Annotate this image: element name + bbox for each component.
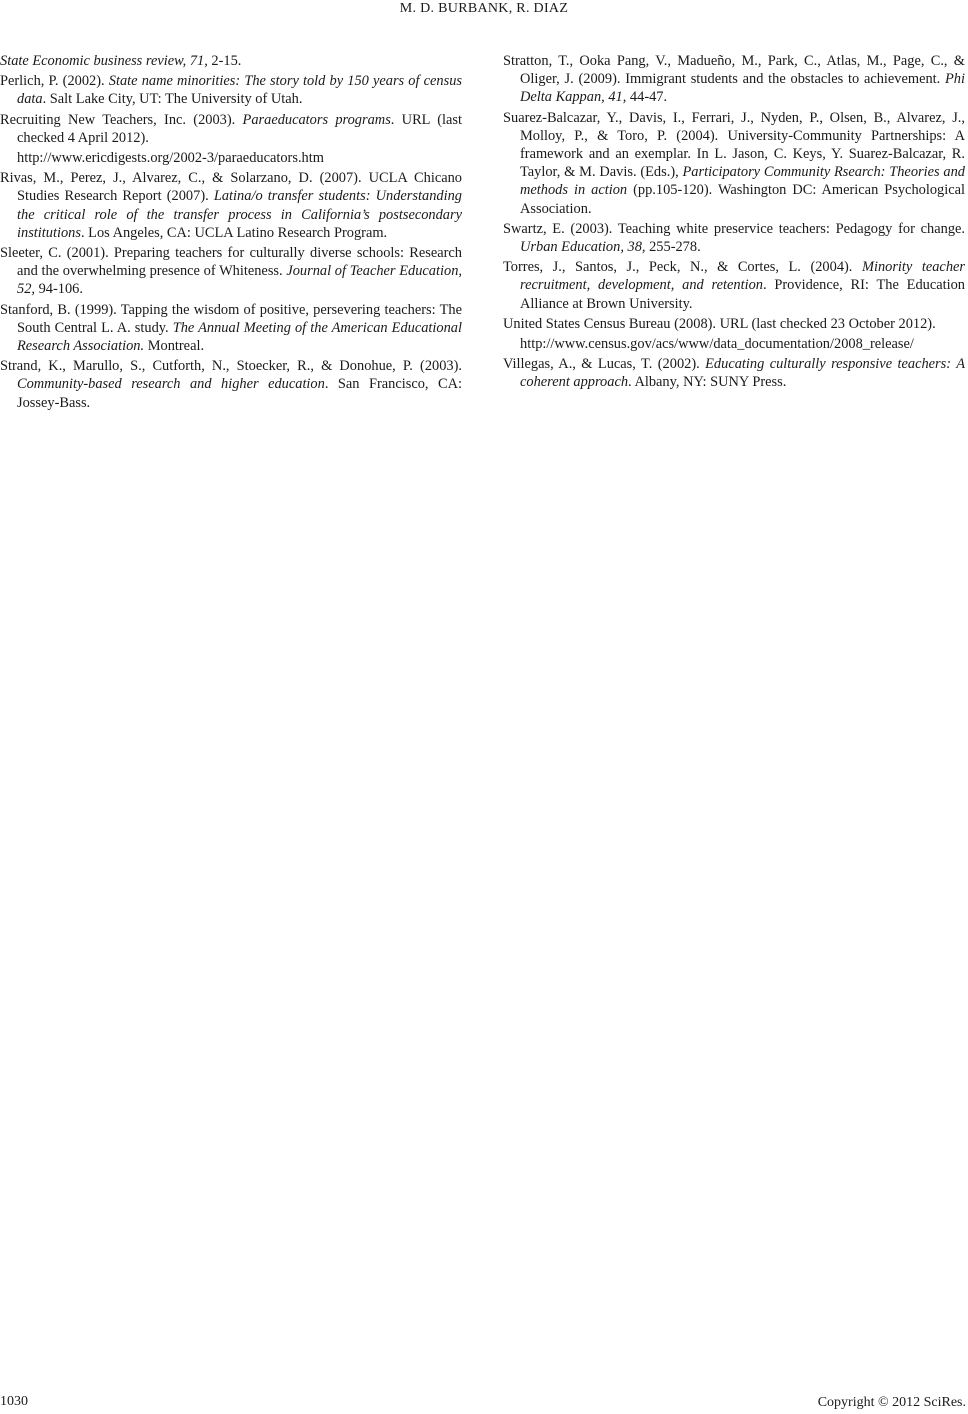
reference-title-italic: The Annual Meeting of the American Educational Research Association. <box>17 319 462 355</box>
reference-entry <box>0 111 462 168</box>
reference-entry <box>0 72 462 108</box>
reference-text: Suarez-Balcazar, Y., Davis, I., Ferrari, J., Nyden, P., Olsen, B., Alvarez, J., Molloy, P., & Toro, P. (2004). University-Community Partnerships: A framework and an exemplar. In L. Jason, C. Keys, Y. Suarez-Balcazar, R. Taylor, & M. Davis. (Eds.), <box>503 109 965 181</box>
reference-title-italic: Participatory Community Rsearch: Theories and methods in action <box>520 164 965 199</box>
reference-text: Stratton, T., Ooka Pang, V., Madueño, M., Park, C., Atlas, M., Page, C., & Oliger, J. (2009). Immigrant students and the obstacles to achievement. <box>503 53 965 88</box>
reference-entry <box>503 220 965 256</box>
reference-title-italic: State name minorities: The story told by 150 years of census data <box>17 73 463 108</box>
reference-entry <box>0 52 462 70</box>
reference-title-italic: Latina/o transfer students: Understanding the critical role of the transfer process in California’s postsecondary institutions <box>17 188 462 241</box>
reference-text: Sleeter, C. (2001). Preparing teachers for culturally diverse schools: Research and the overwhelming presence of Whiteness. <box>0 245 462 280</box>
reference-entry <box>503 52 965 107</box>
reference-title-italic: Paraeducators programs <box>242 111 391 128</box>
references-left-column <box>0 52 462 414</box>
running-header: M. D. BURBANK, R. DIAZ <box>399 1 569 16</box>
reference-title-italic: Phi Delta Kappan, 41, <box>520 71 965 106</box>
reference-text: United States Census Bureau (2008). URL (last checked 23 October 2012). <box>503 315 936 332</box>
reference-text: Stanford, B. (1999). Tapping the wisdom of positive, persevering teachers: The South Central L. A. study. <box>0 301 462 336</box>
reference-text: 44-47. <box>626 89 668 106</box>
reference-text: . San Francisco, CA: Jossey-Bass. <box>17 376 462 411</box>
reference-text: . Albany, NY: SUNY Press. <box>628 374 787 391</box>
reference-text: Swartz, E. (2003). Teaching white preservice teachers: Pedagogy for change. <box>503 220 965 237</box>
reference-entry <box>503 355 965 391</box>
reference-text: Torres, J., Santos, J., Peck, N., & Cortes, L. (2004). <box>503 259 862 276</box>
reference-url: http://www.ericdigests.org/2002-3/paraeducators.htm <box>17 150 324 167</box>
reference-text: 2-15. <box>207 53 242 69</box>
reference-text: 255-278. <box>645 239 701 256</box>
reference-entry <box>0 244 462 299</box>
reference-text: Perlich, P. (2002). <box>0 73 109 90</box>
reference-text: . Salt Lake City, UT: The University of Utah. <box>42 91 303 108</box>
page-number: 1030 <box>0 1394 28 1409</box>
reference-entry <box>503 109 965 218</box>
reference-text: (pp.105-120). Washington DC: American Psychological Association. <box>520 182 965 217</box>
reference-text: Villegas, A., & Lucas, T. (2002). <box>503 356 706 373</box>
reference-entry <box>0 357 462 412</box>
reference-title-italic: State Economic business review, 71, <box>0 53 208 69</box>
reference-text: Montreal. <box>144 338 205 355</box>
reference-entry <box>0 169 462 242</box>
references-right-column <box>503 52 965 394</box>
reference-url: http://www.census.gov/acs/www/data_documentation/2008_release/ <box>520 336 914 353</box>
reference-entry <box>503 315 965 353</box>
reference-entry <box>0 301 462 356</box>
reference-text: . URL (last checked 4 April 2012). <box>17 111 462 146</box>
reference-title-italic: Journal of Teacher Education, 52, <box>17 263 462 298</box>
reference-title-italic: Educating culturally responsive teachers: A coherent approach <box>520 356 965 391</box>
reference-text: Recruiting New Teachers, Inc. (2003). <box>0 111 243 128</box>
reference-text: 94-106. <box>35 281 83 298</box>
reference-text: Rivas, M., Perez, J., Alvarez, C., & Solarzano, D. (2007). UCLA Chicano Studies Research Report (2007). <box>0 170 462 205</box>
copyright-notice: Copyright © 2012 SciRes. <box>817 1395 966 1410</box>
reference-text: . Providence, RI: The Education Alliance at Brown University. <box>520 277 965 312</box>
reference-text: Strand, K., Marullo, S., Cutforth, N., Stoecker, R., & Donohue, P. (2003). <box>0 358 462 375</box>
reference-title-italic: Minority teacher recruitment, development, and retention <box>520 259 965 294</box>
reference-text: . Los Angeles, CA: UCLA Latino Research Program. <box>80 224 388 241</box>
reference-entry <box>503 258 965 313</box>
reference-title-italic: Urban Education, 38, <box>520 239 646 256</box>
reference-title-italic: Community-based research and higher education <box>17 376 325 393</box>
